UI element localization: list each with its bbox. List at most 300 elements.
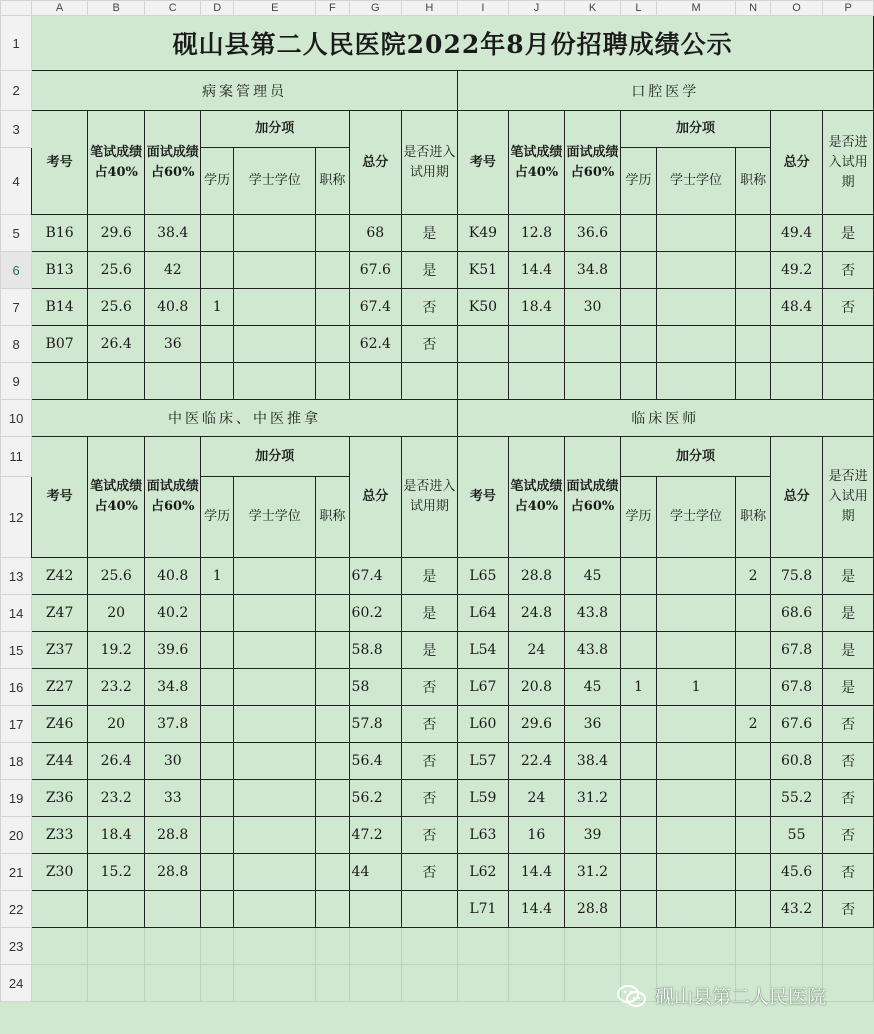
data-cell[interactable]: 是 [823,215,874,252]
row-header-6[interactable]: 6 [1,252,32,289]
empty-cell[interactable] [201,928,234,965]
empty-cell[interactable] [349,965,402,1002]
data-cell[interactable]: Z33 [32,817,88,854]
data-cell[interactable]: 16 [509,817,565,854]
column-header-J[interactable]: J [509,1,565,16]
data-cell[interactable] [201,706,234,743]
data-cell[interactable] [736,215,770,252]
data-cell[interactable]: 62.4 [349,326,402,363]
row-header-10[interactable]: 10 [1,400,32,437]
empty-cell[interactable] [457,965,509,1002]
empty-cell[interactable] [823,363,874,400]
data-cell[interactable]: 47.2 [349,817,402,854]
column-header-C[interactable]: C [145,1,201,16]
header-total[interactable]: 总分 [349,437,402,558]
header-title[interactable]: 职称 [736,148,770,215]
data-cell[interactable] [656,817,736,854]
header-probation[interactable]: 是否进入试用期 [402,111,458,215]
data-cell[interactable]: 49.2 [770,252,823,289]
column-header-P[interactable]: P [823,1,874,16]
row-header-5[interactable]: 5 [1,215,32,252]
data-cell[interactable]: 39.6 [145,632,201,669]
row-header-9[interactable]: 9 [1,363,32,400]
data-cell[interactable]: 23.2 [87,669,145,706]
empty-cell[interactable] [145,363,201,400]
data-cell[interactable]: 40.8 [145,558,201,595]
header-bonus[interactable]: 加分项 [201,437,350,477]
header-written[interactable]: 笔试成绩占40% [87,111,145,215]
data-cell[interactable]: 25.6 [87,558,145,595]
empty-cell[interactable] [509,363,565,400]
data-cell[interactable]: 67.8 [770,632,823,669]
data-cell[interactable]: 60.2 [349,595,402,632]
header-written[interactable]: 笔试成绩占40% [509,437,565,558]
header-education[interactable]: 学历 [621,477,656,558]
data-cell[interactable] [621,854,656,891]
data-cell[interactable]: 68.6 [770,595,823,632]
data-cell[interactable]: 否 [402,289,458,326]
data-cell[interactable]: 29.6 [87,215,145,252]
header-probation[interactable]: 是否进入试用期 [823,437,874,558]
data-cell[interactable] [736,743,770,780]
header-exam-no[interactable]: 考号 [457,437,509,558]
header-title[interactable]: 职称 [736,477,770,558]
header-interview[interactable]: 面试成绩占60% [145,437,201,558]
data-cell[interactable]: 31.2 [564,780,621,817]
data-cell[interactable]: 是 [402,558,458,595]
data-cell[interactable]: 24 [509,780,565,817]
data-cell[interactable]: 36 [145,326,201,363]
header-degree[interactable]: 学士学位 [234,477,316,558]
data-cell[interactable] [234,706,316,743]
row-header-12[interactable]: 12 [1,477,32,558]
data-cell[interactable] [736,817,770,854]
empty-cell[interactable] [621,928,656,965]
data-cell[interactable]: Z37 [32,632,88,669]
data-cell[interactable]: 45 [564,669,621,706]
empty-cell[interactable] [770,363,823,400]
data-cell[interactable]: Z30 [32,854,88,891]
data-cell[interactable] [656,632,736,669]
data-cell[interactable]: 是 [823,558,874,595]
data-cell[interactable]: K51 [457,252,509,289]
data-cell[interactable]: 是 [823,595,874,632]
header-education[interactable]: 学历 [201,477,234,558]
column-header-H[interactable]: H [402,1,458,16]
empty-cell[interactable] [87,965,145,1002]
empty-cell[interactable] [564,928,621,965]
data-cell[interactable]: 39 [564,817,621,854]
empty-cell[interactable] [201,965,234,1002]
data-cell[interactable] [621,632,656,669]
data-cell[interactable]: K49 [457,215,509,252]
empty-cell[interactable] [509,326,565,363]
data-cell[interactable]: 否 [823,289,874,326]
empty-cell[interactable] [145,965,201,1002]
empty-cell[interactable] [402,928,458,965]
data-cell[interactable] [656,252,736,289]
data-cell[interactable]: 24.8 [509,595,565,632]
data-cell[interactable] [316,817,349,854]
data-cell[interactable]: 22.4 [509,743,565,780]
column-header-B[interactable]: B [87,1,145,16]
data-cell[interactable]: L65 [457,558,509,595]
header-written[interactable]: 笔试成绩占40% [87,437,145,558]
data-cell[interactable] [234,289,316,326]
data-cell[interactable]: 45 [564,558,621,595]
empty-cell[interactable] [402,965,458,1002]
data-cell[interactable]: 67.6 [349,252,402,289]
data-cell[interactable]: K50 [457,289,509,326]
column-header-K[interactable]: K [564,1,621,16]
empty-cell[interactable] [145,928,201,965]
data-cell[interactable]: 18.4 [87,817,145,854]
data-cell[interactable]: 是 [823,669,874,706]
data-cell[interactable]: 48.4 [770,289,823,326]
data-cell[interactable] [316,743,349,780]
row-header-13[interactable]: 13 [1,558,32,595]
data-cell[interactable]: 14.4 [509,891,565,928]
data-cell[interactable] [234,326,316,363]
data-cell[interactable]: 否 [402,706,458,743]
row-header-14[interactable]: 14 [1,595,32,632]
column-header-N[interactable]: N [736,1,770,16]
header-total[interactable]: 总分 [349,111,402,215]
header-probation[interactable]: 是否进入试用期 [402,437,458,558]
empty-cell[interactable] [656,326,736,363]
data-cell[interactable] [656,289,736,326]
empty-cell[interactable] [564,965,621,1002]
section-title[interactable]: 病案管理员 [32,71,457,111]
data-cell[interactable]: 20 [87,706,145,743]
sheet-title[interactable]: 砚山县第二人民医院2022年8月份招聘成绩公示 [32,16,874,71]
data-cell[interactable] [736,595,770,632]
data-cell[interactable] [201,595,234,632]
row-header-3[interactable]: 3 [1,111,32,148]
data-cell[interactable] [201,632,234,669]
data-cell[interactable]: 40.8 [145,289,201,326]
data-cell[interactable] [316,558,349,595]
data-cell[interactable]: 是 [402,215,458,252]
empty-cell[interactable] [349,891,402,928]
data-cell[interactable] [316,854,349,891]
empty-cell[interactable] [87,928,145,965]
empty-cell[interactable] [316,363,349,400]
data-cell[interactable]: 是 [402,252,458,289]
header-total[interactable]: 总分 [770,111,823,215]
data-cell[interactable]: 30 [145,743,201,780]
data-cell[interactable]: 28.8 [145,854,201,891]
data-cell[interactable] [234,854,316,891]
data-cell[interactable] [201,743,234,780]
data-cell[interactable]: 1 [656,669,736,706]
data-cell[interactable]: 否 [402,743,458,780]
data-cell[interactable] [201,326,234,363]
data-cell[interactable]: L64 [457,595,509,632]
data-cell[interactable]: L57 [457,743,509,780]
empty-cell[interactable] [770,326,823,363]
data-cell[interactable] [656,215,736,252]
header-exam-no[interactable]: 考号 [457,111,509,215]
data-cell[interactable]: B13 [32,252,88,289]
data-cell[interactable]: L54 [457,632,509,669]
data-cell[interactable]: 56.2 [349,780,402,817]
header-bonus[interactable]: 加分项 [201,111,350,148]
data-cell[interactable] [736,854,770,891]
data-cell[interactable]: 67.6 [770,706,823,743]
data-cell[interactable] [316,632,349,669]
data-cell[interactable]: 56.4 [349,743,402,780]
empty-cell[interactable] [736,928,770,965]
data-cell[interactable] [316,780,349,817]
empty-cell[interactable] [656,363,736,400]
data-cell[interactable]: 67.4 [349,289,402,326]
data-cell[interactable] [656,595,736,632]
data-cell[interactable] [316,706,349,743]
header-bonus[interactable]: 加分项 [621,437,771,477]
data-cell[interactable] [621,252,656,289]
empty-cell[interactable] [564,363,621,400]
row-header-1[interactable]: 1 [1,16,32,71]
row-header-7[interactable]: 7 [1,289,32,326]
empty-cell[interactable] [621,326,656,363]
data-cell[interactable]: Z36 [32,780,88,817]
data-cell[interactable] [201,252,234,289]
data-cell[interactable]: 1 [621,669,656,706]
empty-cell[interactable] [457,326,509,363]
data-cell[interactable]: 43.2 [770,891,823,928]
empty-cell[interactable] [316,891,349,928]
data-cell[interactable]: 2 [736,706,770,743]
data-cell[interactable]: 否 [823,252,874,289]
data-cell[interactable] [736,780,770,817]
data-cell[interactable]: 否 [823,780,874,817]
column-header-F[interactable]: F [316,1,349,16]
row-header-21[interactable]: 21 [1,854,32,891]
data-cell[interactable] [656,743,736,780]
data-cell[interactable] [234,817,316,854]
header-exam-no[interactable]: 考号 [32,437,88,558]
data-cell[interactable] [621,817,656,854]
empty-cell[interactable] [234,891,316,928]
data-cell[interactable] [736,252,770,289]
data-cell[interactable]: 是 [402,632,458,669]
row-header-4[interactable]: 4 [1,148,32,215]
data-cell[interactable]: 68 [349,215,402,252]
column-header-M[interactable]: M [656,1,736,16]
data-cell[interactable] [234,632,316,669]
empty-cell[interactable] [402,891,458,928]
data-cell[interactable]: 26.4 [87,743,145,780]
data-cell[interactable]: 33 [145,780,201,817]
header-degree[interactable]: 学士学位 [656,477,736,558]
data-cell[interactable]: 否 [402,817,458,854]
empty-cell[interactable] [145,891,201,928]
header-probation[interactable]: 是否进入试用期 [823,111,874,215]
data-cell[interactable] [234,558,316,595]
data-cell[interactable]: 28.8 [145,817,201,854]
empty-cell[interactable] [509,965,565,1002]
column-header-L[interactable]: L [621,1,656,16]
data-cell[interactable]: 否 [823,891,874,928]
data-cell[interactable]: 44 [349,854,402,891]
empty-cell[interactable] [564,326,621,363]
empty-cell[interactable] [201,891,234,928]
data-cell[interactable]: 57.8 [349,706,402,743]
row-header-16[interactable]: 16 [1,669,32,706]
section-title[interactable]: 中医临床、中医推拿 [32,400,457,437]
data-cell[interactable]: 14.4 [509,252,565,289]
data-cell[interactable] [201,780,234,817]
data-cell[interactable] [316,289,349,326]
empty-cell[interactable] [457,928,509,965]
row-header-20[interactable]: 20 [1,817,32,854]
data-cell[interactable]: 否 [823,706,874,743]
row-header-15[interactable]: 15 [1,632,32,669]
data-cell[interactable]: 55 [770,817,823,854]
data-cell[interactable]: 60.8 [770,743,823,780]
data-cell[interactable] [316,595,349,632]
data-cell[interactable]: 40.2 [145,595,201,632]
empty-cell[interactable] [823,326,874,363]
data-cell[interactable]: 是 [402,595,458,632]
empty-cell[interactable] [349,363,402,400]
data-cell[interactable]: B16 [32,215,88,252]
data-cell[interactable] [621,215,656,252]
data-cell[interactable]: 31.2 [564,854,621,891]
row-header-22[interactable]: 22 [1,891,32,928]
empty-cell[interactable] [316,965,349,1002]
data-cell[interactable]: Z27 [32,669,88,706]
data-cell[interactable]: 19.2 [87,632,145,669]
column-header-O[interactable]: O [770,1,823,16]
data-cell[interactable] [234,669,316,706]
data-cell[interactable]: 25.6 [87,289,145,326]
header-title[interactable]: 职称 [316,477,349,558]
data-cell[interactable]: 15.2 [87,854,145,891]
data-cell[interactable] [656,558,736,595]
data-cell[interactable]: 37.8 [145,706,201,743]
data-cell[interactable] [234,595,316,632]
empty-cell[interactable] [457,363,509,400]
data-cell[interactable]: Z47 [32,595,88,632]
data-cell[interactable]: 58 [349,669,402,706]
header-written[interactable]: 笔试成绩占40% [509,111,565,215]
data-cell[interactable]: 否 [823,854,874,891]
data-cell[interactable]: B14 [32,289,88,326]
row-header-18[interactable]: 18 [1,743,32,780]
section-title[interactable]: 口腔医学 [457,71,873,111]
data-cell[interactable]: 12.8 [509,215,565,252]
header-total[interactable]: 总分 [770,437,823,558]
data-cell[interactable] [316,326,349,363]
empty-cell[interactable] [32,891,88,928]
header-education[interactable]: 学历 [621,148,656,215]
row-header-24[interactable]: 24 [1,965,32,1002]
empty-cell[interactable] [770,928,823,965]
empty-cell[interactable] [823,928,874,965]
empty-cell[interactable] [32,928,88,965]
empty-cell[interactable] [656,928,736,965]
empty-cell[interactable] [87,363,145,400]
data-cell[interactable]: 43.8 [564,595,621,632]
data-cell[interactable]: 否 [402,854,458,891]
data-cell[interactable] [316,215,349,252]
data-cell[interactable] [621,706,656,743]
data-cell[interactable] [316,669,349,706]
data-cell[interactable] [234,743,316,780]
empty-cell[interactable] [621,363,656,400]
data-cell[interactable]: 36.6 [564,215,621,252]
data-cell[interactable]: 45.6 [770,854,823,891]
row-header-8[interactable]: 8 [1,326,32,363]
data-cell[interactable]: L67 [457,669,509,706]
select-all-corner[interactable] [1,1,32,16]
data-cell[interactable]: Z46 [32,706,88,743]
header-interview[interactable]: 面试成绩占60% [564,111,621,215]
empty-cell[interactable] [736,363,770,400]
data-cell[interactable]: 18.4 [509,289,565,326]
data-cell[interactable]: L71 [457,891,509,928]
data-cell[interactable]: 49.4 [770,215,823,252]
data-cell[interactable]: Z42 [32,558,88,595]
data-cell[interactable]: 否 [823,743,874,780]
data-cell[interactable]: 43.8 [564,632,621,669]
data-cell[interactable] [736,891,770,928]
data-cell[interactable] [656,854,736,891]
data-cell[interactable] [621,558,656,595]
header-degree[interactable]: 学士学位 [656,148,736,215]
data-cell[interactable]: 30 [564,289,621,326]
empty-cell[interactable] [316,928,349,965]
data-cell[interactable]: 67.4 [349,558,402,595]
empty-cell[interactable] [32,363,88,400]
data-cell[interactable]: L60 [457,706,509,743]
column-header-D[interactable]: D [201,1,234,16]
data-cell[interactable] [621,891,656,928]
header-exam-no[interactable]: 考号 [32,111,88,215]
data-cell[interactable] [621,595,656,632]
data-cell[interactable] [656,706,736,743]
empty-cell[interactable] [32,965,88,1002]
data-cell[interactable]: 否 [823,817,874,854]
data-cell[interactable] [201,669,234,706]
header-interview[interactable]: 面试成绩占60% [145,111,201,215]
data-cell[interactable]: L63 [457,817,509,854]
data-cell[interactable] [234,252,316,289]
data-cell[interactable]: L62 [457,854,509,891]
data-cell[interactable] [621,780,656,817]
data-cell[interactable]: 1 [201,558,234,595]
data-cell[interactable]: 23.2 [87,780,145,817]
data-cell[interactable]: 36 [564,706,621,743]
data-cell[interactable]: 42 [145,252,201,289]
column-header-E[interactable]: E [234,1,316,16]
data-cell[interactable] [201,215,234,252]
data-cell[interactable]: 是 [823,632,874,669]
row-header-23[interactable]: 23 [1,928,32,965]
data-cell[interactable] [201,854,234,891]
empty-cell[interactable] [201,363,234,400]
data-cell[interactable]: 26.4 [87,326,145,363]
column-header-A[interactable]: A [32,1,88,16]
row-header-19[interactable]: 19 [1,780,32,817]
data-cell[interactable]: 34.8 [564,252,621,289]
data-cell[interactable]: 38.4 [145,215,201,252]
data-cell[interactable]: 34.8 [145,669,201,706]
empty-cell[interactable] [402,363,458,400]
empty-cell[interactable] [823,965,874,1002]
